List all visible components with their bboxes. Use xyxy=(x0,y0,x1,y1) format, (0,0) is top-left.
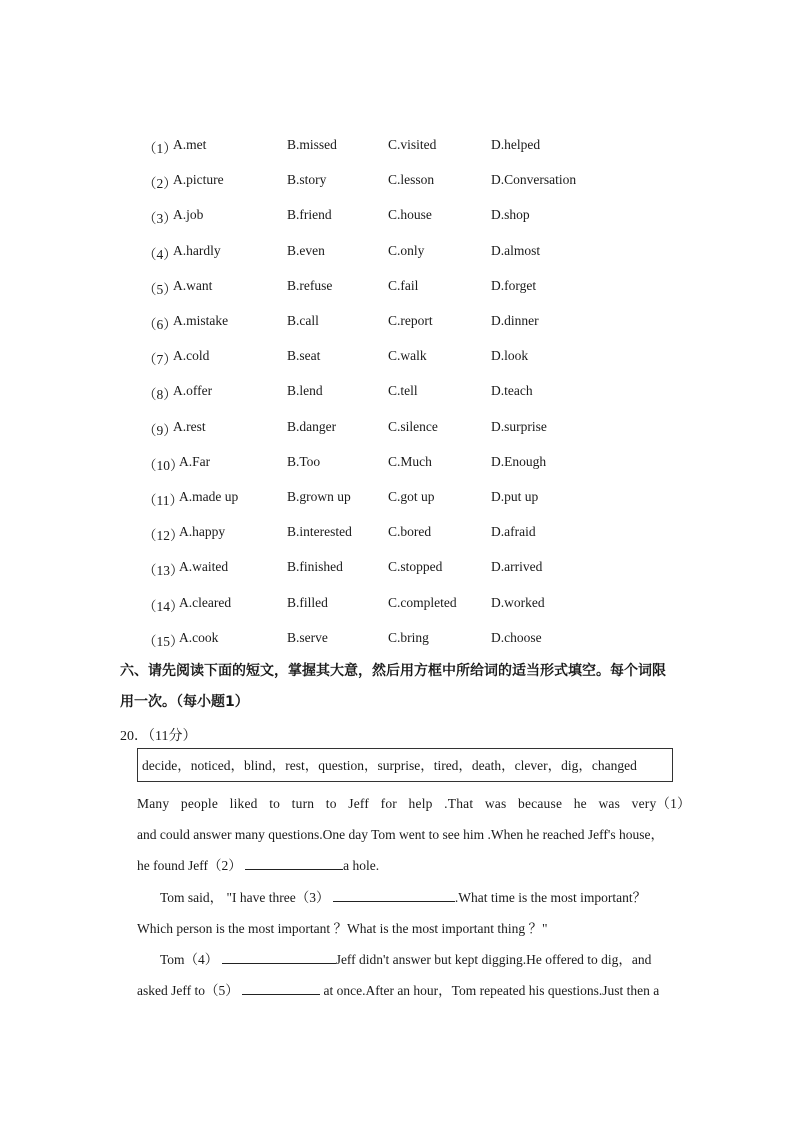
option-a: A.mistake xyxy=(173,313,229,328)
passage-line xyxy=(160,948,700,968)
option-row xyxy=(0,137,794,157)
passage-text: Tom（4） xyxy=(160,952,219,967)
option-row xyxy=(0,419,794,439)
option-number: （2） xyxy=(143,176,177,192)
option-row xyxy=(0,278,794,298)
option-row xyxy=(0,454,794,474)
option-a: A.Far xyxy=(179,453,211,469)
option-number: （8） xyxy=(143,387,177,403)
option-row xyxy=(0,489,794,509)
option-number: （6） xyxy=(143,317,177,332)
option-a: A.offer xyxy=(173,383,213,399)
option-c: C.bored xyxy=(388,524,432,540)
option-b: B.even xyxy=(287,242,325,258)
option-b: B.danger xyxy=(287,418,337,434)
option-d: D.choose xyxy=(491,629,542,645)
option-c: C.lesson xyxy=(388,172,435,188)
option-d: D.Conversation xyxy=(491,172,577,188)
option-a: A.picture xyxy=(173,172,224,188)
option-d: D.worked xyxy=(491,594,545,610)
option-d: D.teach xyxy=(491,383,533,399)
passage-text: Tom said， "I have three（3） xyxy=(160,890,330,905)
section-line-2: 用一次。（每小题1） xyxy=(120,694,249,710)
option-b: B.story xyxy=(287,172,327,188)
option-row xyxy=(0,348,794,368)
option-d: D.forget xyxy=(491,277,537,293)
option-b: B.Too xyxy=(287,453,321,469)
answer-blank-5[interactable] xyxy=(242,981,320,995)
option-d: D.helped xyxy=(491,137,541,152)
passage-line xyxy=(160,886,700,906)
passage-text: at once.After an hour，Tom repeated his questions.Just then a xyxy=(323,983,660,998)
option-a: A.hardly xyxy=(173,242,221,258)
option-b: B.friend xyxy=(287,207,332,223)
option-d: D.put up xyxy=(491,489,539,504)
option-c: C.tell xyxy=(388,383,418,399)
option-number: （10） xyxy=(143,457,184,473)
option-row xyxy=(0,207,794,227)
option-c: C.silence xyxy=(388,418,438,434)
option-row xyxy=(0,172,794,192)
option-c: C.completed xyxy=(388,594,457,610)
passage-line: Many people liked to turn to Jeff for help .That was because he was very（1） xyxy=(137,796,691,811)
option-b: B.missed xyxy=(287,137,337,152)
option-number: （7） xyxy=(143,352,177,368)
answer-blank-2[interactable] xyxy=(245,856,343,870)
passage-line: and could answer many questions.One day Tom went to see him .When he reached Jeff's house， xyxy=(137,827,664,842)
option-a: A.happy xyxy=(179,524,226,540)
option-a: A.waited xyxy=(179,559,229,575)
option-b: B.serve xyxy=(287,629,328,645)
option-number: （11） xyxy=(143,493,183,508)
passage-text: a hole. xyxy=(343,858,380,873)
word-bank-box: decide，noticed，blind，rest，question，surprise，tired，death，clever，dig，changed xyxy=(137,748,673,782)
option-b: B.grown up xyxy=(287,489,351,504)
option-c: C.visited xyxy=(388,137,437,152)
option-number: （3） xyxy=(143,211,177,227)
answer-blank-4[interactable] xyxy=(222,950,336,964)
option-c: C.stopped xyxy=(388,559,443,575)
option-c: C.house xyxy=(388,207,432,223)
option-d: D.look xyxy=(491,348,529,364)
option-number: （12） xyxy=(143,528,184,544)
option-d: D.almost xyxy=(491,242,541,258)
option-row xyxy=(0,383,794,403)
option-d: D.shop xyxy=(491,207,530,223)
option-a: A.want xyxy=(173,277,213,293)
option-row xyxy=(0,559,794,579)
option-b: B.interested xyxy=(287,524,352,540)
option-number: （14） xyxy=(143,598,184,614)
option-number: （13） xyxy=(143,563,184,579)
option-number: （5） xyxy=(143,281,177,297)
question-header: 20．（11分） xyxy=(120,729,197,744)
option-d: D.surprise xyxy=(491,418,547,434)
option-row xyxy=(0,630,794,650)
passage-line xyxy=(137,854,677,874)
option-b: B.lend xyxy=(287,383,323,399)
option-row xyxy=(0,524,794,544)
option-b: B.finished xyxy=(287,559,343,575)
option-row xyxy=(0,313,794,333)
option-number: （4） xyxy=(143,246,177,262)
option-a: A.job xyxy=(173,207,204,223)
passage-line xyxy=(137,979,677,999)
option-c: C.fail xyxy=(388,277,419,293)
option-d: D.Enough xyxy=(491,453,547,469)
option-c: C.walk xyxy=(388,348,427,364)
option-row xyxy=(0,595,794,615)
section-six-instructions xyxy=(120,656,680,718)
option-number: （9） xyxy=(143,422,177,438)
option-a: A.rest xyxy=(173,418,206,434)
option-a: A.cleared xyxy=(179,594,232,610)
option-c: C.only xyxy=(388,242,425,258)
option-b: B.call xyxy=(287,313,319,328)
option-c: C.got up xyxy=(388,489,435,504)
option-d: D.afraid xyxy=(491,524,536,540)
section-line-1: 六、请先阅读下面的短文，掌握其大意，然后用方框中所给词的适当形式填空。每个词限 xyxy=(120,663,666,679)
passage-text: he found Jeff（2） xyxy=(137,858,242,873)
option-b: B.filled xyxy=(287,594,328,610)
option-d: D.arrived xyxy=(491,559,543,575)
option-a: A.made up xyxy=(179,489,239,504)
option-a: A.cook xyxy=(179,629,219,645)
passage-line: Which person is the most important ？What is the most important thing ？" xyxy=(137,921,548,936)
option-c: C.report xyxy=(388,313,433,328)
option-c: C.bring xyxy=(388,629,429,645)
passage-text: asked Jeff to（5） xyxy=(137,983,239,998)
option-number: （1） xyxy=(143,141,177,156)
option-c: C.Much xyxy=(388,453,432,469)
option-a: A.cold xyxy=(173,348,210,364)
option-d: D.dinner xyxy=(491,313,539,328)
option-b: B.refuse xyxy=(287,277,333,293)
option-row xyxy=(0,243,794,263)
option-a: A.met xyxy=(173,137,207,152)
option-b: B.seat xyxy=(287,348,321,364)
passage-text: .What time is the most important？ xyxy=(454,890,647,905)
passage-text: Jeff didn't answer but kept digging.He offered to dig，and xyxy=(335,952,652,967)
option-number: （15） xyxy=(143,633,184,649)
answer-blank-3[interactable] xyxy=(333,888,455,902)
